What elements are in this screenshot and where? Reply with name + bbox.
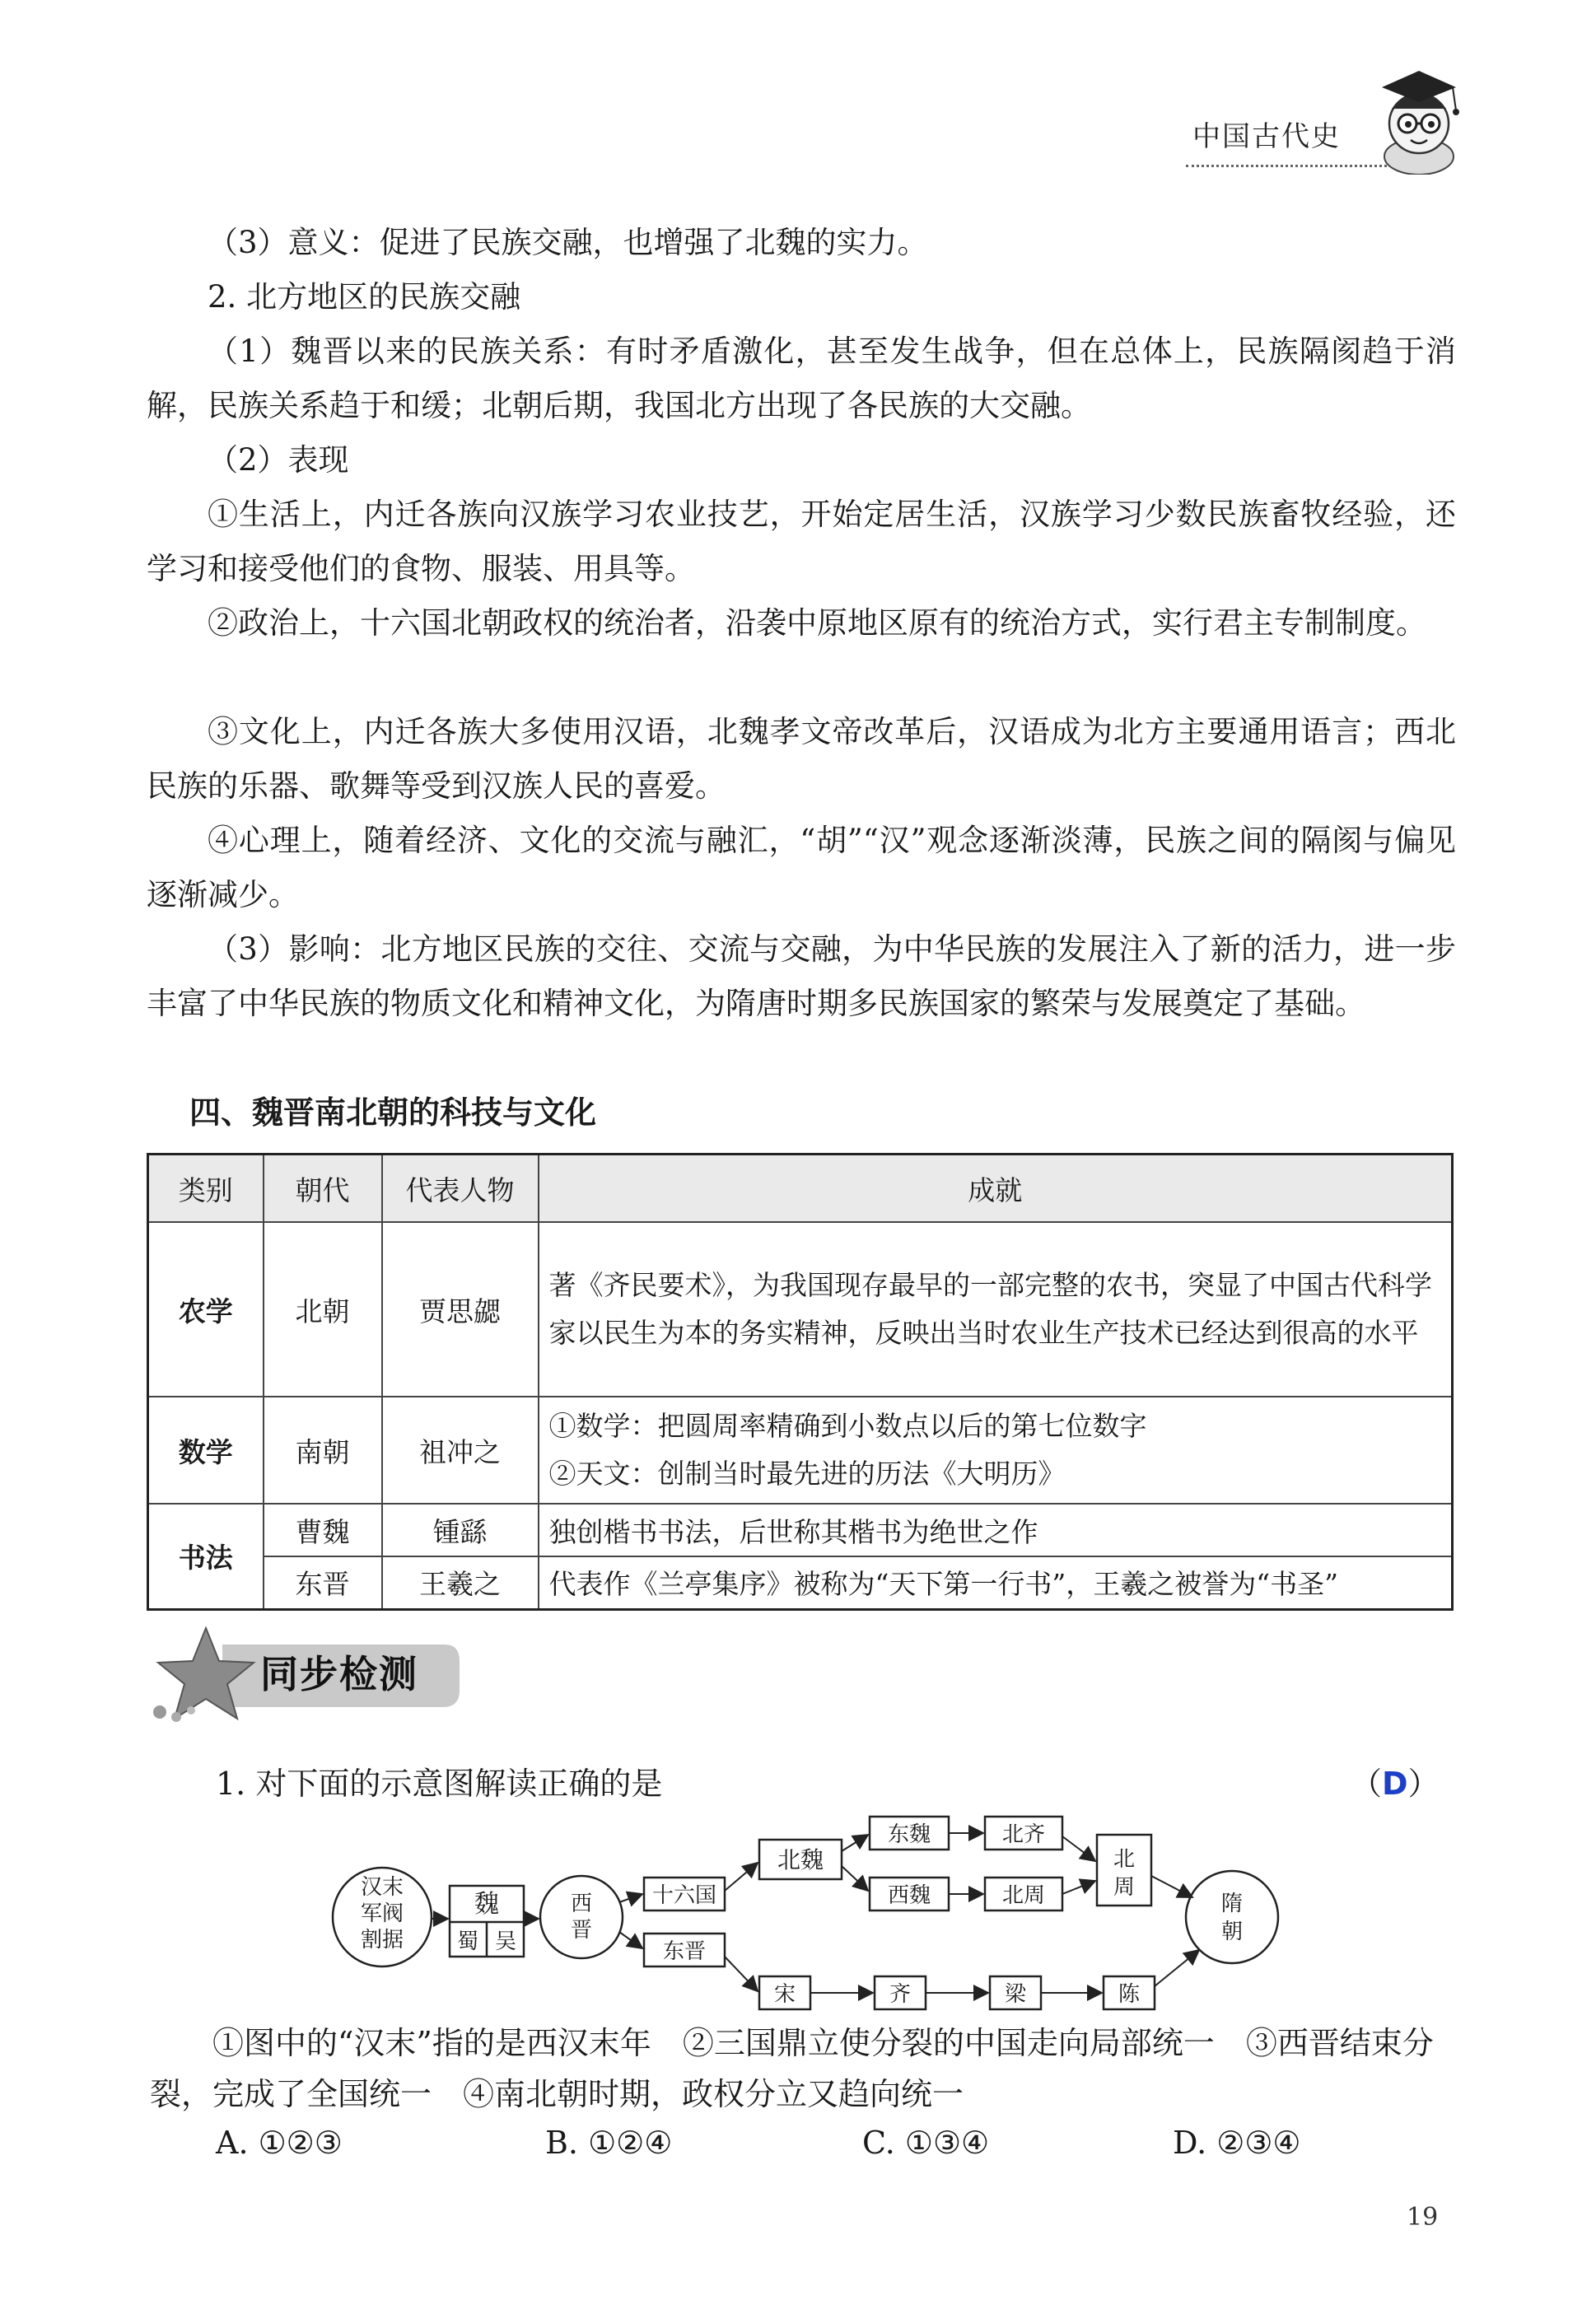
person-cell: 贾思勰	[382, 1222, 539, 1397]
label-beizhou-1: 北	[1113, 1847, 1136, 1872]
section-heading: 四、魏晋南北朝的科技与文化	[189, 1094, 597, 1131]
paragraph-manifestation-heading: （2）表现	[208, 442, 349, 478]
table-header-row	[148, 1155, 1453, 1223]
person-cell: 祖冲之	[382, 1397, 539, 1504]
paragraph-psychology: ④心理上，随着经济、文化的交流与融汇，“胡”“汉”观念逐渐淡薄，民族之间的隔阂与偏见逐渐减少。	[147, 823, 1456, 912]
question-statements: ①图中的“汉末”指的是西汉末年 ②三国鼎立使分裂的中国走向局部统一 ③西晋结束分裂，完成了全国统一 ④南北朝时期，政权分立又趋向统一	[150, 2025, 1434, 2112]
label-qi: 齐	[889, 1982, 912, 2007]
page-number: 19	[1407, 2203, 1439, 2232]
table-header-cell: 代表人物	[382, 1155, 539, 1223]
table-row	[148, 1556, 1453, 1609]
label-sui-2: 朝	[1220, 1920, 1244, 1944]
question-1-text: 1. 对下面的示意图解读正确的是	[216, 1766, 663, 1802]
table-header-cell: 朝代	[264, 1155, 382, 1223]
achievement-cell: 代表作《兰亭集序》被称为“天下第一行书”，王羲之被誉为“书圣”	[539, 1556, 1453, 1609]
science-culture-table	[147, 1153, 1454, 1611]
practice-title: 同步检测	[260, 1652, 418, 1696]
option-b[interactable]: B. ①②④	[545, 2125, 673, 2161]
label-beiwei: 北魏	[777, 1846, 824, 1873]
person-cell: 锺繇	[382, 1504, 539, 1556]
label-xiwei: 西魏	[887, 1883, 931, 1908]
paragraph-relations: （1）魏晋以来的民族关系：有时矛盾激化，甚至发生战争，但在总体上，民族隔阂趋于消解，民族关系趋于和缓；北朝后期，我国北方出现了各民族的大交融。	[147, 334, 1456, 423]
achievement-cell: 著《齐民要术》，为我国现存最早的一部完整的农书，突显了中国古代科学家以民生为本的务实精神，反映出当时农业生产技术已经达到很高的水平	[539, 1222, 1453, 1397]
achievement-line: ②天文：创制当时最先进的历法《大明历》	[548, 1458, 1066, 1490]
paragraph-life: ①生活上，内迁各族向汉族学习农业技艺，开始定居生活，汉族学习少数民族畜牧经验，还学习和接受他们的食物、服装、用具等。	[147, 497, 1456, 586]
paragraph-culture: ③文化上，内迁各族大多使用汉语，北魏孝文帝改革后，汉语成为北方主要通用语言；西北民族的乐器、歌舞等受到汉族人民的喜爱。	[147, 714, 1456, 804]
dynasty-cell: 南朝	[264, 1397, 382, 1504]
answer-slot	[1351, 1758, 1440, 1803]
label-liang: 梁	[1004, 1982, 1027, 2007]
label-sui-1: 隋	[1220, 1892, 1244, 1916]
option-a[interactable]: A. ①②③	[216, 2125, 343, 2161]
achievement-line: ①数学：把圆周率精确到小数点以后的第七位数字	[548, 1410, 1147, 1442]
label-wu: 吴	[494, 1929, 517, 1954]
label-han-1: 汉末	[360, 1875, 404, 1900]
label-beiqi: 北齐	[1001, 1822, 1046, 1847]
label-shu: 蜀	[456, 1929, 479, 1954]
subheading-north-integration: 2. 北方地区的民族交融	[208, 279, 521, 315]
dynasty-cell: 北朝	[264, 1222, 382, 1397]
label-beizhou-short: 北周	[1001, 1883, 1046, 1908]
option-d[interactable]: D. ②③④	[1173, 2125, 1301, 2161]
label-shiliuguo: 十六国	[651, 1883, 717, 1908]
label-han-2: 军阀	[360, 1901, 404, 1926]
node-sui-circle	[1186, 1871, 1278, 1963]
label-han-3: 割据	[360, 1928, 404, 1952]
answer-value: D	[1382, 1766, 1408, 1802]
achievement-cell	[539, 1397, 1453, 1504]
label-song: 宋	[773, 1982, 796, 2007]
table-row	[148, 1504, 1453, 1556]
dynasty-cell: 曹魏	[264, 1504, 382, 1556]
table-row	[148, 1222, 1453, 1397]
paragraph-impact: （3）影响：北方地区民族的交往、交流与交融，为中华民族的发展注入了新的活力，进一步丰富了中华民族的物质文化和精神文化，为隋唐时期多民族国家的繁荣与发展奠定了基础。	[147, 931, 1456, 1021]
option-c[interactable]: C. ①③④	[862, 2125, 990, 2161]
node-xijin-circle	[540, 1876, 623, 1958]
answer-paren-close: ）	[1407, 1766, 1440, 1802]
category-cell: 数学	[148, 1397, 264, 1504]
label-xijin-2: 晋	[570, 1918, 593, 1943]
paragraph-politics: ②政治上，十六国北朝政权的统治者，沿袭中原地区原有的统治方式，实行君主专制制度。	[208, 605, 1426, 641]
answer-paren-open: （	[1351, 1766, 1383, 1802]
label-dongwei: 东魏	[887, 1822, 931, 1847]
label-wei: 魏	[474, 1890, 499, 1919]
label-chen: 陈	[1118, 1982, 1141, 2007]
achievement-cell: 独创楷书书法，后世称其楷书为绝世之作	[539, 1504, 1453, 1556]
paragraph-significance: （3）意义：促进了民族交融，也增强了北魏的实力。	[208, 225, 928, 260]
table-header-cell: 类别	[148, 1155, 264, 1223]
table-header-cell: 成就	[539, 1155, 1453, 1223]
mascot-scholar-icon	[1374, 59, 1464, 178]
table-row	[148, 1397, 1453, 1504]
person-cell: 王羲之	[382, 1556, 539, 1609]
label-beizhou-2: 周	[1113, 1875, 1136, 1900]
label-dongjin: 东晋	[662, 1939, 707, 1964]
dynasty-cell: 东晋	[264, 1556, 382, 1609]
running-header-title: 中国古代史	[1192, 120, 1341, 153]
label-xijin-1: 西	[570, 1892, 593, 1916]
category-cell: 书法	[148, 1504, 264, 1609]
category-cell: 农学	[148, 1222, 264, 1397]
dynasty-flow-diagram	[326, 1812, 1281, 2021]
